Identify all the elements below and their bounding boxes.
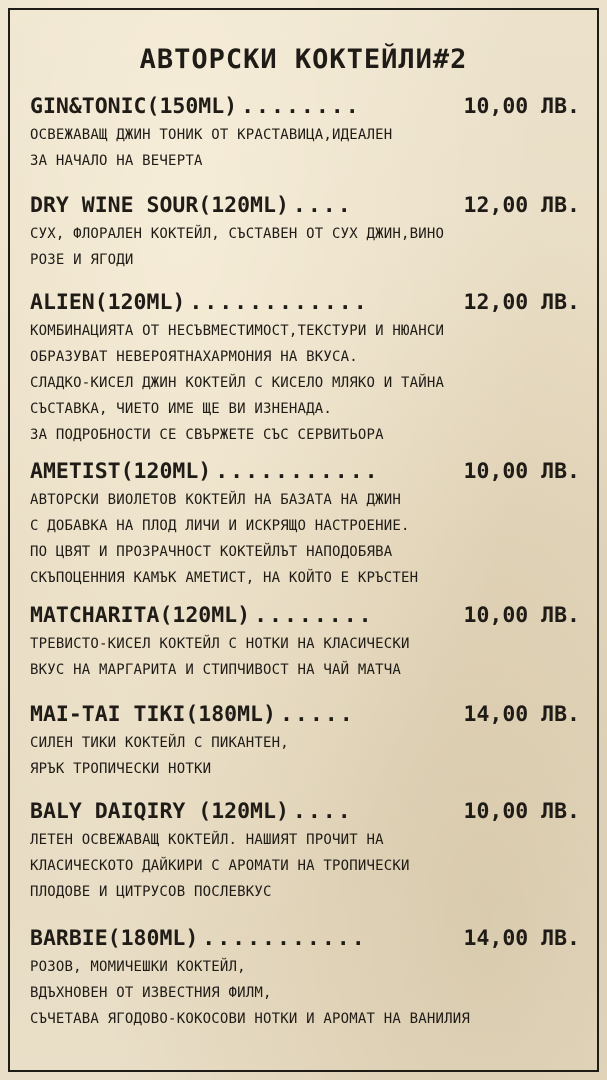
item-name: MATCHARITA(120ML) — [30, 603, 251, 628]
item-name: ALIEN(120ML) — [30, 290, 186, 315]
item-description-line: ЯРЪК ТРОПИЧЕСКИ НОТКИ — [30, 761, 212, 777]
item-description-line: ОБРАЗУВАТ НЕВЕРОЯТНАХАРМОНИЯ НА ВКУСА. — [30, 349, 358, 365]
item-description-line: СИЛЕН ТИКИ КОКТЕЙЛ С ПИКАНТЕН, — [30, 735, 289, 751]
item-description-line: СЪСТАВКА, ЧИЕТО ИМЕ ЩЕ ВИ ИЗНЕНАДА. — [30, 401, 333, 417]
item-price: 10,00 ЛВ. — [463, 603, 580, 628]
menu-item-barbie — [30, 924, 580, 1032]
item-leader-dots: .... — [292, 193, 353, 218]
item-leader-dots: .... — [292, 799, 353, 824]
item-leader-dots: ........... — [215, 459, 380, 484]
item-description-line: КОМБИНАЦИЯТА ОТ НЕСЪВМЕСТИМОСТ,ТЕКСТУРИ И НЮАНСИ — [30, 323, 445, 339]
menu-item-matcharita — [30, 601, 580, 683]
item-description-line: ПО ЦВЯТ И ПРОЗРАЧНОСТ КОКТЕЙЛЪТ НАПОДОБЯВА — [30, 544, 393, 560]
item-name: DRY WINE SOUR(120ML) — [30, 193, 289, 218]
item-price: 12,00 ЛВ. — [463, 290, 580, 315]
item-price: 14,00 ЛВ. — [463, 702, 580, 727]
item-price: 10,00 ЛВ. — [463, 94, 580, 119]
item-description-line: ТРЕВИСТО-КИСЕЛ КОКТЕЙЛ С НОТКИ НА КЛАСИЧЕСКИ — [30, 636, 410, 652]
item-description-line: СЛАДКО-КИСЕЛ ДЖИН КОКТЕЙЛ С КИСЕЛО МЛЯКО И ТАЙНА — [30, 375, 445, 391]
item-name: AMETIST(120ML) — [30, 459, 212, 484]
item-price: 10,00 ЛВ. — [463, 799, 580, 824]
item-name: GIN&TONIC(150ML) — [30, 94, 238, 119]
item-description-line: КЛАСИЧЕСКОТО ДАЙКИРИ С АРОМАТИ НА ТРОПИЧЕСКИ — [30, 858, 410, 874]
item-description-line: ВДЪХНОВЕН ОТ ИЗВЕСТНИЯ ФИЛМ, — [30, 985, 272, 1001]
menu-item-alien — [30, 288, 580, 448]
item-leader-dots: ........ — [254, 603, 374, 628]
item-name: BALY DAIQIRY (120ML) — [30, 799, 289, 824]
item-leader-dots: ..... — [279, 702, 355, 727]
item-description-line: ЗА НАЧАЛО НА ВЕЧЕРТА — [30, 153, 203, 169]
item-leader-dots: ............ — [189, 290, 369, 315]
menu-item-mai-tai-tiki — [30, 700, 580, 782]
menu-item-ametist — [30, 457, 580, 591]
item-leader-dots: ........... — [202, 926, 367, 951]
item-price: 10,00 ЛВ. — [463, 459, 580, 484]
item-name: MAI-TAI TIKI(180ML) — [30, 702, 276, 727]
item-description-line: ЗА ПОДРОБНОСТИ СЕ СВЪРЖЕТЕ СЪС СЕРВИТЬОРА — [30, 427, 384, 443]
item-price: 14,00 ЛВ. — [463, 926, 580, 951]
menu-title: АВТОРСКИ КОКТЕЙЛИ#2 — [139, 44, 468, 75]
menu-item-dry-wine-sour — [30, 191, 580, 273]
item-description-line: СУХ, ФЛОРАЛЕН КОКТЕЙЛ, СЪСТАВЕН ОТ СУХ ДЖИН,ВИНО — [30, 226, 445, 242]
menu-item-gin-tonic — [30, 92, 580, 174]
item-description-line: РОЗОВ, МОМИЧЕШКИ КОКТЕЙЛ, — [30, 959, 246, 975]
item-description-line: ЛЕТЕН ОСВЕЖАВАЩ КОКТЕЙЛ. НАШИЯТ ПРОЧИТ НА — [30, 832, 384, 848]
item-description-line: ВКУС НА МАРГАРИТА И СТИПЧИВОСТ НА ЧАЙ МАТЧА — [30, 662, 402, 678]
item-description-line: СЪЧЕТАВА ЯГОДОВО-КОКОСОВИ НОТКИ И АРОМАТ НА ВАНИЛИЯ — [30, 1011, 471, 1027]
item-description-line: СКЪПОЦЕННИЯ КАМЪК АМЕТИСТ, НА КОЙТО Е КРЪСТЕН — [30, 570, 419, 586]
item-description-line: АВТОРСКИ ВИОЛЕТОВ КОКТЕЙЛ НА БАЗАТА НА ДЖИН — [30, 492, 402, 508]
item-name: BARBIE(180ML) — [30, 926, 199, 951]
item-description-line: С ДОБАВКА НА ПЛОД ЛИЧИ И ИСКРЯЩО НАСТРОЕНИЕ. — [30, 518, 410, 534]
item-description-line: РОЗЕ И ЯГОДИ — [30, 252, 134, 268]
item-price: 12,00 ЛВ. — [463, 193, 580, 218]
item-leader-dots: ........ — [241, 94, 361, 119]
menu-item-baly-daiqiry — [30, 797, 580, 905]
item-description-line: ПЛОДОВЕ И ЦИТРУСОВ ПОСЛЕВКУС — [30, 884, 272, 900]
item-description-line: ОСВЕЖАВАЩ ДЖИН ТОНИК ОТ КРАСТАВИЦА,ИДЕАЛЕН — [30, 127, 393, 143]
